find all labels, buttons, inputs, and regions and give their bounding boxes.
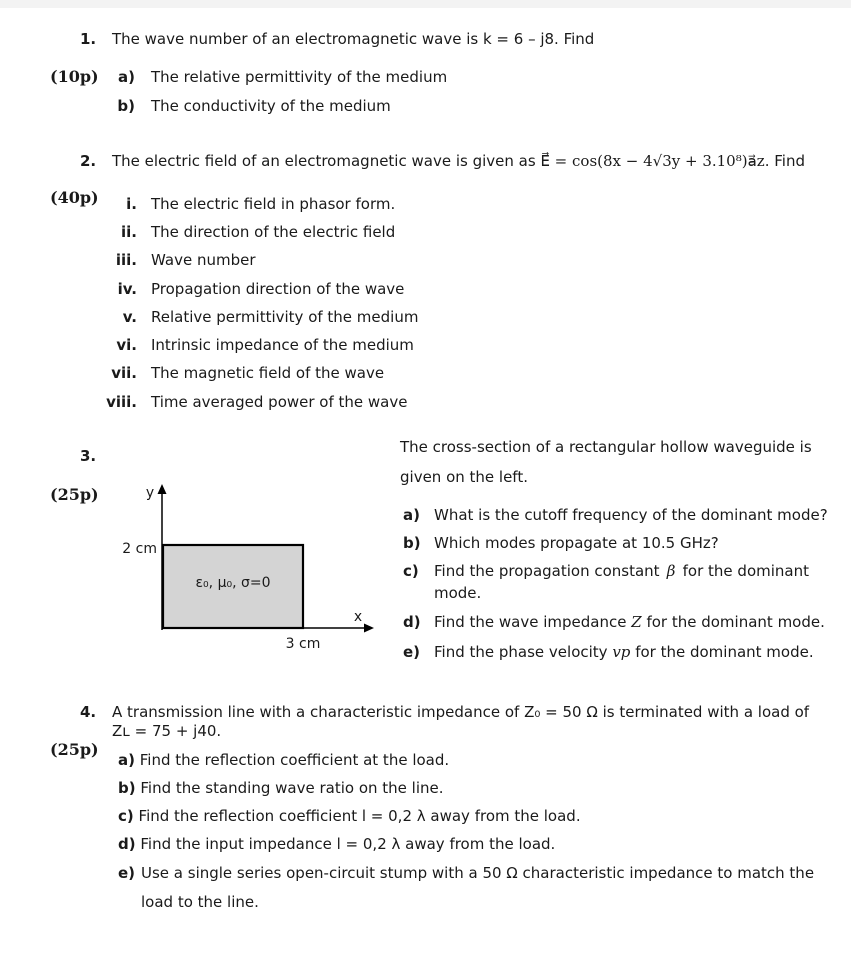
q3-item-d-text-start: Find the wave impedance	[434, 613, 627, 631]
q4-item-a-label: a)	[118, 751, 135, 769]
propagation-constant-symbol: β	[666, 562, 676, 580]
q2-item-viii-label: viii.	[106, 393, 137, 411]
question-4-number: 4.	[80, 703, 97, 721]
y-axis-label: y	[145, 485, 155, 501]
question-1-points: (10p)	[50, 67, 99, 86]
q3-item-b-label: b)	[403, 534, 421, 552]
q2-item-ii-label: ii.	[121, 223, 137, 241]
q4-item-d	[118, 835, 555, 853]
medium-parameters-label: ε₀, μ₀, σ=0	[195, 575, 271, 591]
q3-item-d-text	[434, 613, 825, 631]
q3-item-e-label: e)	[403, 643, 421, 661]
q3-item-e-text	[434, 643, 814, 661]
q2-item-iv-text: Propagation direction of the wave	[151, 280, 405, 298]
question-4-line-2: Zʟ = 75 + j40.	[112, 722, 222, 740]
q2-item-v-text: Relative permittivity of the medium	[151, 308, 419, 326]
width-dimension-label: 3 cm	[285, 636, 321, 652]
q4-item-c-text: Find the reflection coefficient l = 0,2 λ away from the load.	[138, 807, 581, 825]
q2-item-vi-text: Intrinsic impedance of the medium	[151, 336, 414, 354]
q4-item-a	[118, 751, 449, 769]
x-axis-arrow-icon	[364, 624, 374, 633]
question-2-points: (40p)	[50, 188, 99, 207]
question-4-line-1: A transmission line with a characteristic impedance of Z₀ = 50 Ω is terminated with a load of	[112, 703, 810, 721]
y-axis-arrow-icon	[158, 484, 167, 494]
question-3-intro-line-2: given on the left.	[400, 468, 528, 486]
q3-item-e-text-end: for the dominant mode.	[635, 643, 814, 661]
question-3-number: 3.	[80, 447, 97, 465]
q3-item-e-text-start: Find the phase velocity	[434, 643, 608, 661]
q4-item-b-text: Find the standing wave ratio on the line.	[140, 779, 444, 797]
question-2-text-start: The electric field of an electromagnetic wave is given as	[112, 152, 536, 170]
q3-item-c-text-line-2: mode.	[434, 584, 482, 602]
question-3-intro-line-1: The cross-section of a rectangular hollow waveguide is	[400, 438, 812, 456]
question-4-points: (25p)	[50, 740, 99, 759]
q3-item-c-text-start: Find the propagation constant	[434, 562, 660, 580]
q3-item-c-text	[434, 562, 809, 580]
q4-item-d-text: Find the input impedance l = 0,2 λ away from the load.	[140, 835, 556, 853]
q2-item-i-text: The electric field in phasor form.	[151, 195, 396, 213]
q2-item-v-label: v.	[122, 308, 137, 326]
q4-item-e-label: e)	[118, 864, 136, 882]
height-dimension-label: 2 cm	[122, 541, 157, 557]
question-1-number: 1.	[80, 30, 97, 48]
q1-item-b-label: b)	[117, 97, 135, 115]
question-3-points: (25p)	[50, 485, 99, 504]
q2-item-iv-label: iv.	[117, 280, 137, 298]
q1-item-b-text: The conductivity of the medium	[151, 97, 391, 115]
page-top-strip	[0, 0, 851, 8]
q2-item-iii-text: Wave number	[151, 251, 256, 269]
q4-item-d-label: d)	[118, 835, 136, 853]
question-1-text: The wave number of an electromagnetic wave is k = 6 – j8. Find	[112, 30, 595, 48]
phase-velocity-symbol: vp	[612, 643, 631, 661]
q4-item-b	[118, 779, 444, 797]
q4-item-e-line-1: Use a single series open-circuit stump with a 50 Ω characteristic impedance to match the	[141, 864, 815, 882]
q2-item-vii-label: vii.	[111, 364, 137, 382]
x-axis-label: x	[353, 609, 363, 625]
q3-item-c-label: c)	[403, 562, 419, 580]
q3-item-b-text: Which modes propagate at 10.5 GHz?	[434, 534, 719, 552]
electric-field-formula: E⃗ = cos(8x − 4√3y + 3.10⁸)a⃗z	[540, 152, 765, 170]
wave-impedance-symbol: Z	[631, 613, 642, 631]
question-2-text	[112, 152, 805, 170]
q3-item-d-text-end: for the dominant mode.	[646, 613, 825, 631]
q3-item-c-text-end: for the dominant	[682, 562, 809, 580]
q3-item-d-label: d)	[403, 613, 421, 631]
q2-item-viii-text: Time averaged power of the wave	[151, 393, 408, 411]
q3-item-a-label: a)	[403, 506, 420, 524]
q1-item-a-label: a)	[118, 68, 135, 86]
question-2-text-end: . Find	[764, 152, 805, 170]
q2-item-vii-text: The magnetic field of the wave	[151, 364, 385, 382]
q2-item-i-label: i.	[126, 195, 137, 213]
q1-item-a-text: The relative permittivity of the medium	[151, 68, 448, 86]
q4-item-b-label: b)	[118, 779, 136, 797]
q2-item-vi-label: vi.	[116, 336, 137, 354]
q4-item-c	[118, 807, 581, 825]
q3-item-a-text: What is the cutoff frequency of the dominant mode?	[434, 506, 828, 524]
q4-item-c-label: c)	[118, 807, 134, 825]
q4-item-a-text: Find the reflection coefficient at the load.	[139, 751, 450, 769]
question-2-number: 2.	[80, 152, 97, 170]
q4-item-e-line-2: load to the line.	[141, 893, 259, 911]
q2-item-ii-text: The direction of the electric field	[151, 223, 396, 241]
waveguide-cross-section-figure	[110, 478, 390, 658]
q2-item-iii-label: iii.	[115, 251, 137, 269]
